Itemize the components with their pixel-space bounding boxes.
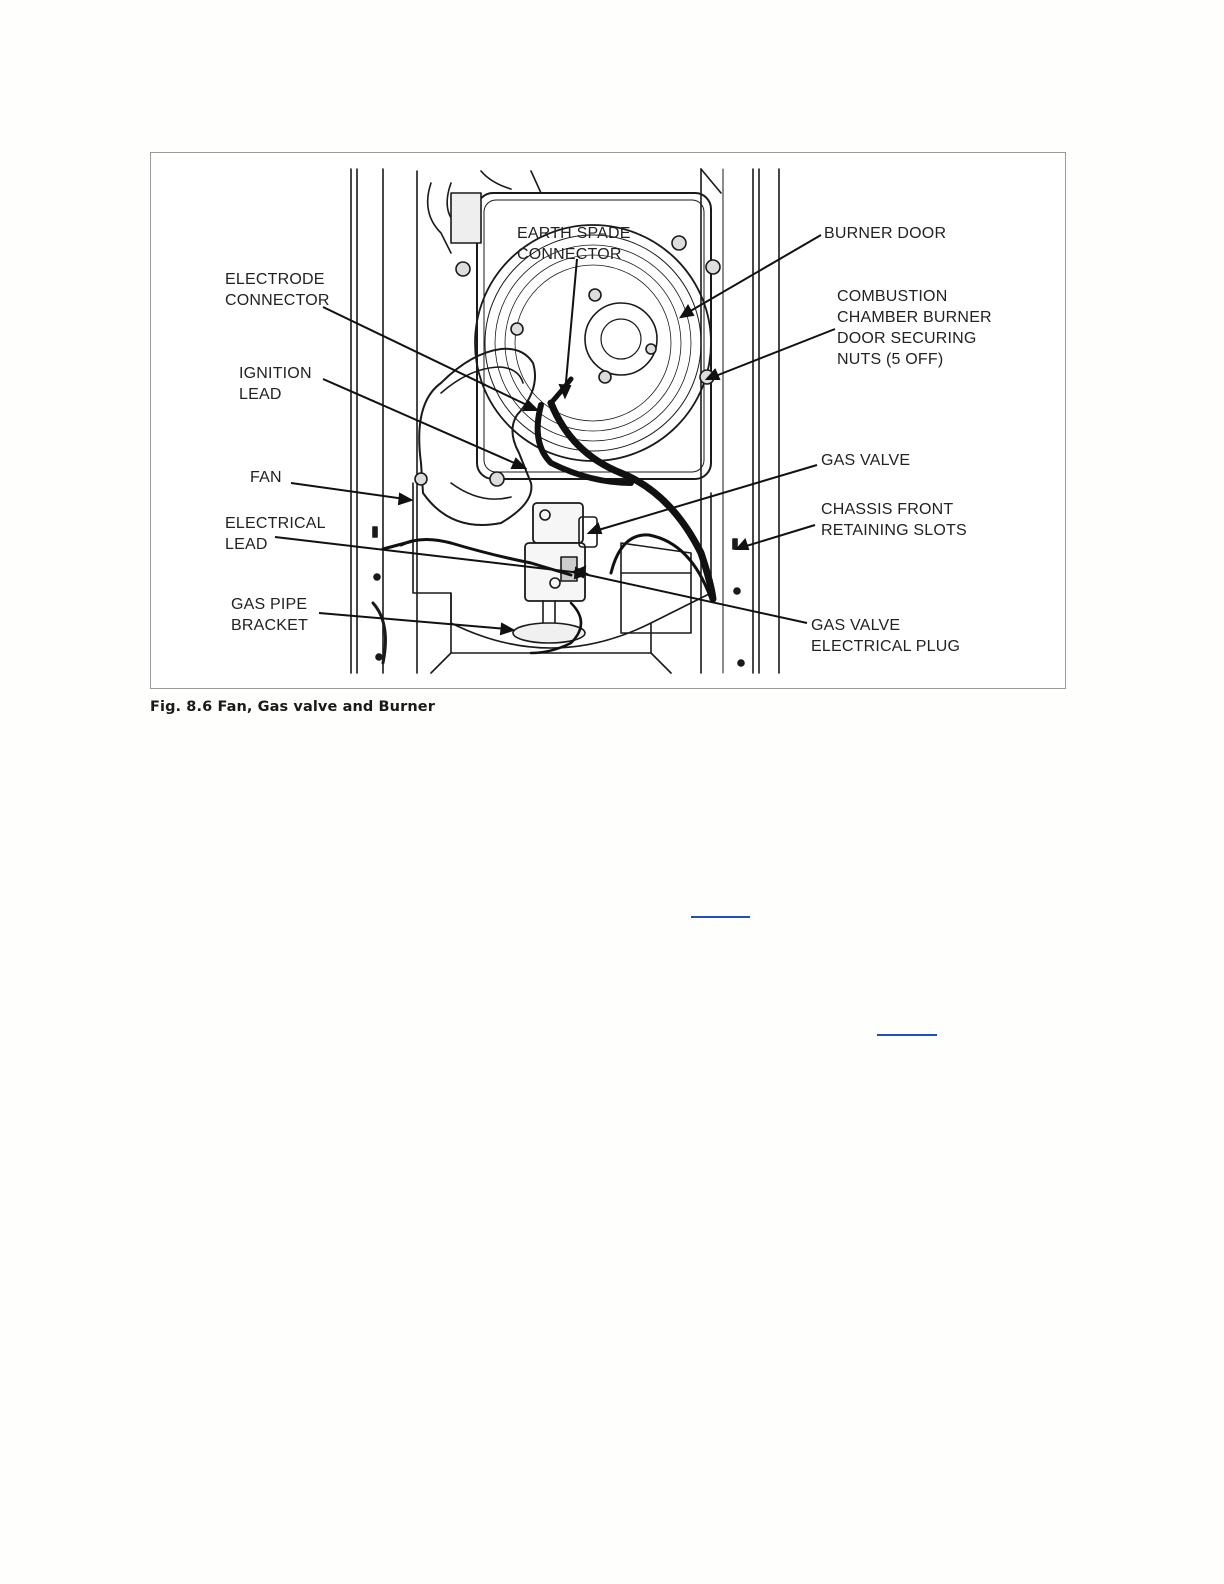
gas-valve-callout: GAS VALVE bbox=[821, 452, 911, 469]
fan-callout: FAN bbox=[250, 469, 282, 486]
ignition-lead-callout: IGNITION LEAD bbox=[239, 365, 312, 403]
burner-door-callout: BURNER DOOR bbox=[824, 225, 947, 242]
link-underline-1[interactable] bbox=[691, 916, 750, 918]
gas-pipe-bracket-callout: GAS PIPE BRACKET bbox=[231, 596, 308, 634]
electrode-connector-callout: ELECTRODE CONNECTOR bbox=[225, 271, 330, 309]
earth-spade-connector-callout: EARTH SPADE CONNECTOR bbox=[517, 225, 631, 263]
figure-caption: Fig. 8.6 Fan, Gas valve and Burner bbox=[150, 699, 435, 715]
combustion-chamber-callout: COMBUSTION CHAMBER BURNER DOOR SECURING NUTS (5 OFF) bbox=[837, 288, 992, 368]
figure-frame bbox=[150, 152, 1066, 689]
electrical-lead-callout: ELECTRICAL LEAD bbox=[225, 515, 326, 553]
chassis-front-callout: CHASSIS FRONT RETAINING SLOTS bbox=[821, 501, 967, 539]
link-underline-2[interactable] bbox=[877, 1034, 937, 1036]
gas-valve-plug-callout: GAS VALVE ELECTRICAL PLUG bbox=[811, 617, 961, 655]
